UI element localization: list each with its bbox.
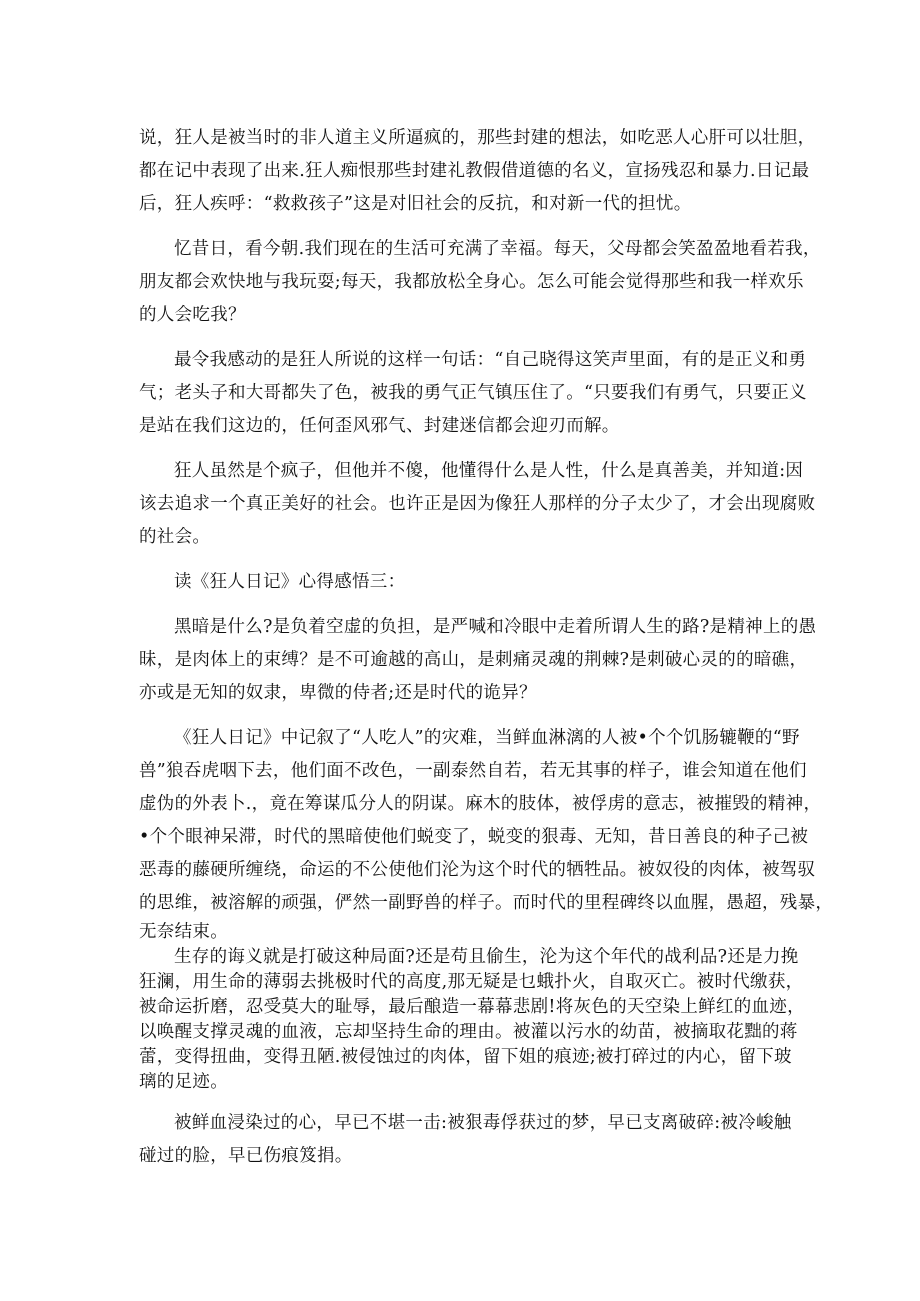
paragraph-gap [139,221,779,233]
text-line: 气；老头子和大哥都失了色，被我的勇气正气镇压住了。“只要我们有勇气，只要正义 [139,383,807,403]
text-line: 狂人虽然是个疯子，但他并不傻，他懂得什么是人性，什么是真善美，并知道:因 [174,461,804,481]
paragraph-gap [139,332,779,344]
text-line: 虚伪的外表卜.，竟在筹谋瓜分人的阴谋。麻木的肢体，被俘虏的意志，被摧毁的精神， [139,794,822,814]
text-line: 碰过的脸，早已伤痕笈捐。 [139,1146,353,1166]
paragraph [139,722,834,945]
text-line: 朋友都会欢快地与我玩耍;每天，我都放松全身心。怎么可能会觉得那些和我一样欢乐 [139,272,804,292]
text-line: 昧，是肉体上的束缚？是不可逾越的高山，是刺痛灵魂的荆棘?是刺破心灵的的暗礁， [139,650,808,670]
text-line: 忆昔日，看今朝.我们现在的生活可充满了幸福。每天，父母都会笑盈盈地看若我， [174,239,821,259]
text-line: 以唤醒支撑灵魂的血液，忘却坚持生命的理由。被灌以污水的幼苗，被摘取花黜的蒋 [139,1022,798,1042]
text-line: 是站在我们这边的，任何歪风邪气、封建迷信都会迎刃而解。 [139,416,620,436]
text-line: 该去追求一个真正美好的社会。也许正是因为像狂人那样的分子太少了，才会出现腐败 [139,494,816,514]
text-line: 的社会。 [139,527,211,547]
paragraph-gap [139,599,779,611]
text-line: 被鲜血浸染过的心，早已不堪一击:被狠毒俘获过的梦，早已支离破碎:被冷峻触 [174,1113,792,1133]
text-line: 都在记中表现了出来.狂人痴恨那些封建礼教假借道德的名义，宣扬残忍和暴力.日记最 [139,161,810,181]
text-line: 的思维，被溶解的顽强，俨然一副野兽的样子。而时代的里程碑终以血腥，愚超，残暴， [139,893,834,913]
text-line: 璃的足迹。 [139,1072,228,1092]
paragraph-gap [139,710,779,722]
paragraph [139,945,805,1095]
paragraph [139,455,816,554]
text-line: 后，狂人疾呼：“救救孩子”这是对旧社会的反抗，和对新一代的担忧。 [139,194,692,214]
document-body [139,122,834,1173]
text-line: 的人会吃我？ [139,305,246,325]
text-line: 说，狂人是被当时的非人道主义所逼疯的，那些封建的想法，如吃恶人心肝可以壮胆， [139,128,816,148]
text-line: 被命运折磨，忍受莫大的耻辱，最后酿造一幕幕悲剧!将灰色的天空染上鲜红的血迹， [139,997,805,1017]
paragraph [139,1107,792,1173]
text-line: 读《狂人日记》心得感悟三： [174,572,406,592]
paragraph-gap [139,554,779,566]
section-heading [139,566,779,599]
text-line: 黑暗是什么?是负着空虚的负担，是严喊和冷眼中走着所谓人生的路?是精神上的愚 [174,617,817,637]
text-line: 生存的诲义就是打破这种局面?还是苟且偷生，沦为这个年代的战利品?还是力挽 [174,947,799,967]
text-line: •个个眼神呆滞，时代的黑暗使他们蜕变了，蜕变的狠毒、无知，昔日善良的种子己被 [139,827,809,847]
paragraph [139,233,821,332]
text-line: 无奈结束。 [139,922,228,942]
text-line: 《狂人日记》中记叙了“人吃人”的灾难，当鲜血淋漓的人被•个个饥肠辘鞭的“野 [174,728,800,748]
text-line: 亦或是无知的奴隶，卑微的侍者;还是时代的诡异？ [139,683,537,703]
text-line: 蕾，变得扭曲，变得丑陋.被侵蚀过的肉体，留下姐的痕迹;被打碎过的内心，留下玻 [139,1047,792,1067]
paragraph [139,611,817,710]
paragraph [139,122,816,221]
paragraph-gap [139,443,779,455]
text-line: 最令我感动的是狂人所说的这样一句话：“自己晓得这笑声里面，有的是正义和勇 [174,350,807,370]
paragraph-gap [139,1095,779,1107]
text-line: 恶毒的藤硬所缠绕，命运的不公使他们沦为这个时代的牺牲品。被奴役的肉体，被驾驭 [139,860,816,880]
text-line: 兽”狼吞虎咽下去，他们面不改色，一副泰然自若，若无其事的样子，谁会知道在他们 [139,761,807,781]
text-line: 狂澜，用生命的薄弱去挑极时代的高度,那无疑是乜蛾扑火，自取灭亡。被时代缴获， [139,972,804,992]
paragraph [139,344,807,443]
